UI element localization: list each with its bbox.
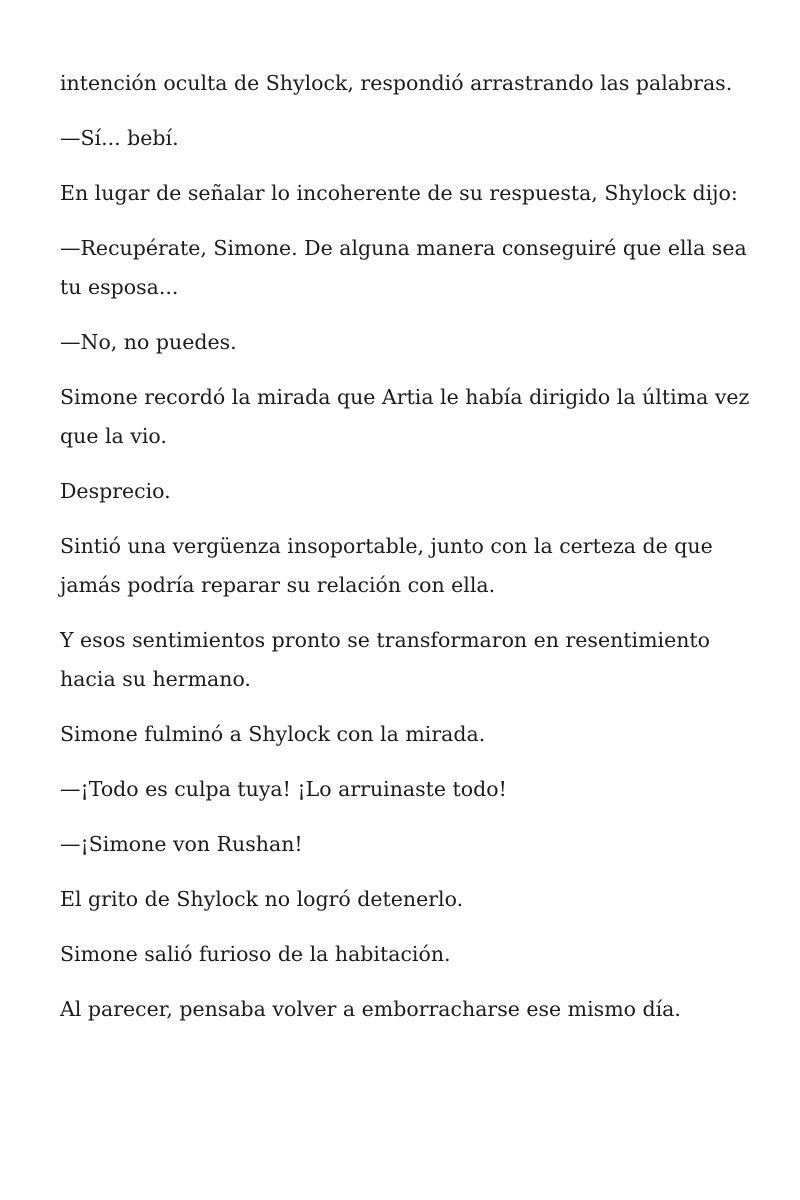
paragraph: Simone salió furioso de la habitación.	[60, 942, 451, 966]
paragraph: intención oculta de Shylock, respondió arrastrando las palabras.	[60, 71, 733, 95]
paragraph: Y esos sentimientos pronto se transformaron en resentimiento hacia su hermano.	[60, 628, 710, 691]
paragraph: Desprecio.	[60, 479, 171, 503]
paragraph: —Recupérate, Simone. De alguna manera conseguiré que ella sea tu esposa...	[60, 236, 747, 299]
paragraph: Sintió una vergüenza insoportable, junto con la certeza de que jamás podría reparar su relación con ella.	[60, 534, 713, 597]
paragraph: —No, no puedes.	[60, 330, 237, 354]
paragraph: Simone recordó la mirada que Artia le había dirigido la última vez que la vio.	[60, 385, 750, 448]
paragraph: En lugar de señalar lo incoherente de su respuesta, Shylock dijo:	[60, 181, 738, 205]
reader-page	[60, 64, 750, 1045]
paragraph: El grito de Shylock no logró detenerlo.	[60, 887, 464, 911]
paragraph: —¡Simone von Rushan!	[60, 832, 303, 856]
paragraph: Al parecer, pensaba volver a emborracharse ese mismo día.	[60, 997, 681, 1021]
paragraph: —¡Todo es culpa tuya! ¡Lo arruinaste todo!	[60, 777, 507, 801]
paragraph: Simone fulminó a Shylock con la mirada.	[60, 722, 486, 746]
paragraph: —Sí... bebí.	[60, 126, 179, 150]
